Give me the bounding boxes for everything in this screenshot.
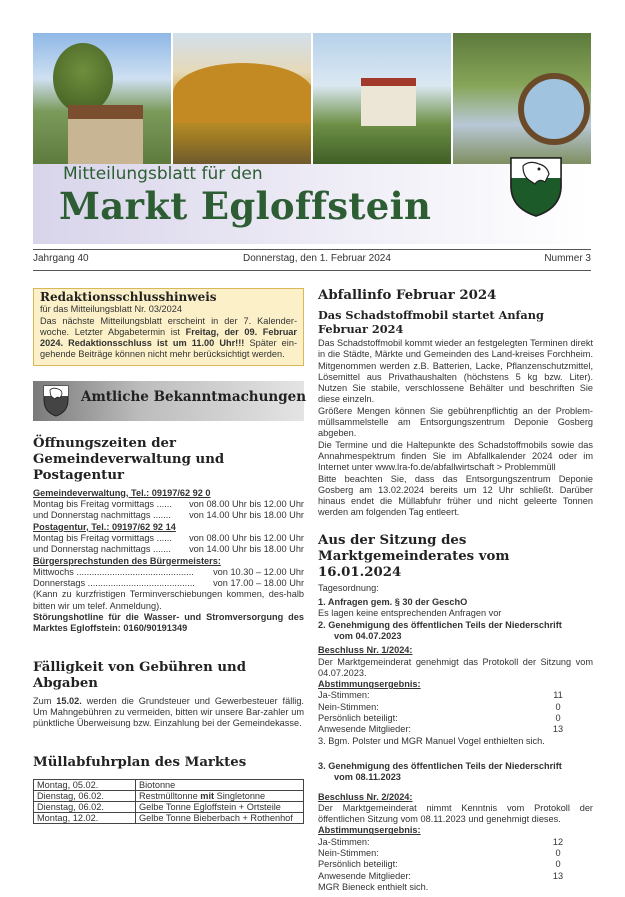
waste-info-p1: Das Schadstoffmobil kommt wieder an festgelegten Terminen direkt in die Städte, Märkte und Gemeinden des Land-kreises Forchheim. Mitgenommen werden z.B. Batterien, Lacke, Pflanzenschutzmittel, Lösemittel aus Privathaushalten (höchstens 5 kg bzw. Liter). Nutzen Sie stabile, verschlossene Behälter und beschriften Sie diese einzeln. [318,338,593,405]
photo-water-wheel [453,33,591,164]
photo-easter-fountain [33,33,171,164]
post-hours-1: Montag bis Freitag vormittags ...... von 08.00 Uhr bis 12.00 Uhr [33,532,304,543]
agenda-item-3-date: vom 08.11.2023 [334,772,401,783]
hotline: Störungshotline für die Wasser- und Stromversorgung des Marktes Egloffstein: 0160/90191349 [33,612,304,634]
waste-schedule-heading: Müllabfuhrplan des Marktes [33,754,247,770]
official-notices-title: Amtliche Bekanntmachungen [81,388,307,405]
agenda-item-3: 3. Genehmigung des öffentlichen Teils der Niederschrift [318,760,562,771]
masthead-banner [33,164,591,244]
vote-result-1: Ja-Stimmen: 11 Nein-Stimmen: 0 Persönlich beteiligt: 0 Anwesende Mitglieder: 13 [318,690,564,735]
agenda-item-1: 1. Anfragen gem. § 30 der GeschO [318,597,468,608]
deadline-notice-box [33,288,304,366]
masthead-subtitle: Mitteilungsblatt für den [63,164,263,184]
table-row: Dienstag, 06.02. Gelbe Tonne Egloffstein + Ortsteile [34,801,304,812]
admin-hours-1: Montag bis Freitag vormittags ...... von 08.00 Uhr bis 12.00 Uhr [33,499,304,510]
issue-date: Donnerstag, den 1. Februar 2024 [243,253,391,264]
resolution-1-label: Beschluss Nr. 1/2024: [318,645,413,656]
left-column [33,288,307,824]
opening-hours-heading: Öffnungszeiten der Gemeindeverwaltung und Postagentur [33,435,225,483]
meta-rule-top [33,249,591,250]
table-row: Montag, 12.02. Gelbe Tonne Bieberbach + Rothenhof [34,812,304,823]
resolution-2-text: Der Marktgemeinderat nimmt Kenntnis vom Protokoll der öffentlichen Sitzung vom 08.11.2023 und genehmigt dieses. [318,802,593,825]
vote-2-note: MGR Bieneck enthielt sich. [318,881,429,892]
opening-note: (Kann zu kurzfristigen Terminverschiebungen kommen, des-halb bitten wir um telef. Anmeldung). [33,589,304,611]
masthead-title: Markt Egloffstein [59,184,432,228]
coat-of-arms-icon [509,156,563,218]
resolution-1-text: Der Marktgemeinderat genehmigt das Protokoll der Sitzung vom 04.07.2023. [318,656,593,678]
coat-of-arms-icon [43,385,69,417]
waste-schedule-table [33,779,304,824]
admin-phone: Gemeindeverwaltung, Tel.: 09197/62 92 0 [33,487,211,498]
waste-info-subheading: Das Schadstoffmobil startet Anfang Februar 2024 [318,308,544,336]
post-phone: Postagentur, Tel.: 09197/62 92 14 [33,521,176,532]
vote-1-note: 3. Bgm. Polster und MGR Manuel Vogel enthielten sich. [318,735,545,746]
agenda-item-2: 2. Genehmigung des öffentlichen Teils der Niederschrift [318,619,562,630]
waste-info-p3: Die Termine und die Haltepunkte des Schadstoffmobils sowie das Annahmespektrum finden Sie im Abfallkalender 2024 oder im Internet unter www.lra-fo.de/abfallwirtschaft > Problemmüll [318,439,593,473]
agenda-label: Tagesordnung: [318,582,379,593]
vote-result-label-2: Abstimmungsergebnis: [318,825,421,836]
table-row: Dienstag, 06.02. Restmülltonne mit Singletonne [34,790,304,801]
notice-issue: für das Mitteilungsblatt Nr. 03/2024 [40,304,182,315]
waste-info-heading: Abfallinfo Februar 2024 [318,288,497,303]
notice-text: Das nächste Mitteilungsblatt erscheint in der 7. Kalender-woche. Letzter Abgabetermin ist Freitag, der 09. Februar 2024. Redaktionsschluss ist um 11.00 Uhr!!! Später ein-gehende Beiträge können nicht mehr berücksichtigt werden. [40,315,298,360]
mayor-hours-heading: Bürgersprechstunden des Bürgermeisters: [33,555,221,566]
header-photo-strip [33,33,591,164]
vote-result-label: Abstimmungsergebnis: [318,679,421,690]
photo-autumn-valley [173,33,311,164]
table-row: Montag, 05.02. Biotonne [34,779,304,790]
meta-rule-bottom [33,270,591,271]
right-column [318,288,593,893]
agenda-item-2-date: vom 04.07.2023 [334,630,402,641]
issue-number: Nummer 3 [544,253,591,264]
fees-text: Zum 15.02. werden die Grundsteuer und Gewerbesteuer fällig. Um Mahngebühren zu vermeiden, bitten wir unsere Bar-zahler um pünktliche Überweisung bzw. Einzahlung bei der Gemeindekasse. [33,695,304,729]
agenda-item-1-text: Es lagen keine entsprechenden Anfragen vor [318,608,502,619]
council-heading: Aus der Sitzung des Marktgemeinderates vom 16.01.2024 [318,532,510,580]
vote-result-2: Ja-Stimmen: 12 Nein-Stimmen: 0 Persönlich beteiligt: 0 Anwesende Mitglieder: 13 [318,836,564,881]
waste-info-p2: Größere Mengen können Sie gebührenpflichtig an der Problem-müllsammelstelle am Entsorgungszentrum Deponie Gosberg abgeben. [318,405,593,439]
mayor-hours-1: Mittwochs .............................................. von 10.30 – 12.00 Uhr [33,566,304,577]
notice-title: Redaktionsschlusshinweis [40,290,217,304]
waste-info-p4: Bitte beachten Sie, dass das Entsorgungszentrum Deponie Gosberg am 13.02.2024 bereits um 12 Uhr schließt. Darüber hinaus endet die Müllabfuhr früher und nicht geleerte Tonnen werden am folgenden Tag entleert. [318,473,593,518]
mayor-hours-2: Donnerstags .......................................... von 17.00 – 18.00 Uhr [33,578,304,589]
official-notices-banner [33,381,307,421]
fees-heading: Fälligkeit von Gebühren und Abgaben [33,659,247,691]
admin-hours-2: und Donnerstag nachmittags ....... von 14.00 Uhr bis 18.00 Uhr [33,510,304,521]
resolution-2-label: Beschluss Nr. 2/2024: [318,791,413,802]
volume-label: Jahrgang 40 [33,253,89,264]
post-hours-2: und Donnerstag nachmittags ....... von 14.00 Uhr bis 18.00 Uhr [33,544,304,555]
photo-castle [313,33,451,164]
